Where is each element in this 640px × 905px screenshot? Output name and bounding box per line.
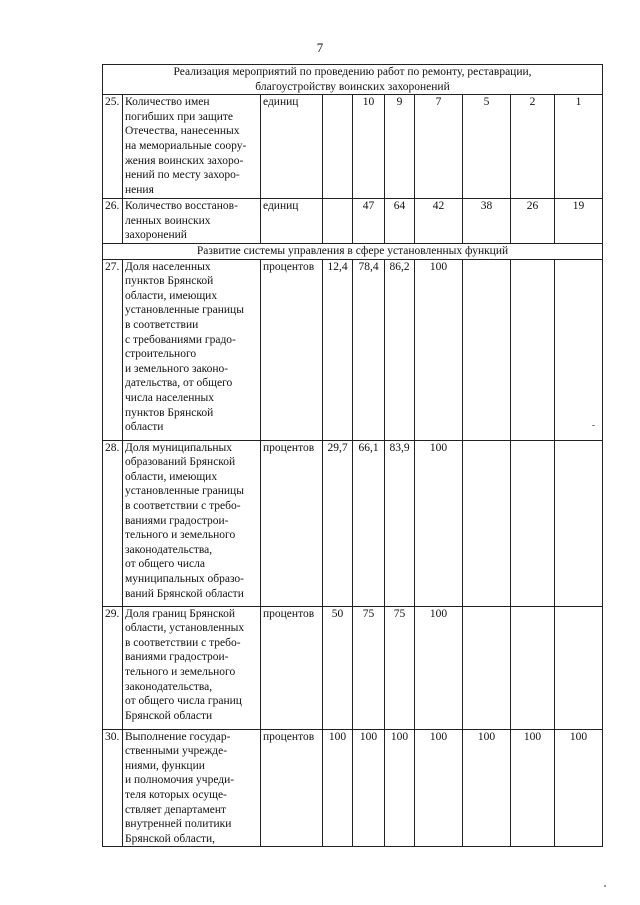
value-cell (555, 606, 603, 729)
section-header-management: Развитие системы управления в сфере установленных функций (103, 243, 603, 259)
value-cell: 5 (463, 95, 511, 199)
value-cell: 29,7 (323, 440, 353, 606)
value-cell (463, 440, 511, 606)
unit-cell: процентов (261, 729, 323, 847)
value-cell (463, 259, 511, 440)
table-row (103, 199, 603, 244)
value-cell (555, 440, 603, 606)
value-cell: 19 (555, 199, 603, 244)
unit-cell: процентов (261, 259, 323, 440)
value-cell: 1 (555, 95, 603, 199)
table-row (103, 606, 603, 729)
value-cell: 75 (385, 606, 415, 729)
table-row (103, 729, 603, 847)
scan-speck (604, 885, 606, 887)
value-cell: 83,9 (385, 440, 415, 606)
value-cell: 10 (353, 95, 385, 199)
value-cell (555, 259, 603, 440)
value-cell: 2 (511, 95, 555, 199)
scan-speck (592, 425, 595, 426)
value-cell: 100 (415, 259, 463, 440)
unit-cell: единиц (261, 95, 323, 199)
value-cell: 100 (415, 606, 463, 729)
value-cell (323, 199, 353, 244)
value-cell: 12,4 (323, 259, 353, 440)
value-cell: 42 (415, 199, 463, 244)
value-cell: 100 (555, 729, 603, 847)
row-number: 30. (103, 729, 123, 847)
indicator-name: Доля населенных пунктов Брянской области, имеющих установленные границы в соответствии с требованиями градо- строительного и земельного законо- дательства, от общего числа населенных пунктов Брянской области (123, 259, 261, 440)
value-cell: 100 (415, 440, 463, 606)
value-cell: 100 (463, 729, 511, 847)
value-cell: 100 (323, 729, 353, 847)
value-cell: 78,4 (353, 259, 385, 440)
indicator-name: Доля границ Брянской области, установленных в соответствии с требо- ваниями градострои- тельного и земельного законодательства, от общего числа границ Брянской области (123, 606, 261, 729)
unit-cell: процентов (261, 440, 323, 606)
indicator-name: Выполнение государ- ственными учрежде- ниями, функции и полномочия учреди- теля которых осуще- ствляет департамент внутренней политики Брянской области, (123, 729, 261, 847)
value-cell (511, 259, 555, 440)
unit-cell: процентов (261, 606, 323, 729)
value-cell (511, 606, 555, 729)
value-cell: 100 (353, 729, 385, 847)
value-cell: 75 (353, 606, 385, 729)
unit-cell: единиц (261, 199, 323, 244)
value-cell (511, 440, 555, 606)
page-number: 7 (316, 40, 324, 55)
row-number: 28. (103, 440, 123, 606)
value-cell: 100 (511, 729, 555, 847)
value-cell: 26 (511, 199, 555, 244)
value-cell: 50 (323, 606, 353, 729)
value-cell (323, 95, 353, 199)
row-number: 29. (103, 606, 123, 729)
table-row (103, 95, 603, 199)
indicator-name: Доля муниципальных образований Брянской области, имеющих установленные границы в соответствии с требо- ваниями градострои- тельного и земельного законодательства, от общего числа муниципальных образо- ваний Брянской области (123, 440, 261, 606)
table-row (103, 440, 603, 606)
value-cell: 9 (385, 95, 415, 199)
value-cell (463, 606, 511, 729)
value-cell: 7 (415, 95, 463, 199)
value-cell: 47 (353, 199, 385, 244)
value-cell: 38 (463, 199, 511, 244)
row-number: 25. (103, 95, 123, 199)
value-cell: 100 (385, 729, 415, 847)
section-header-memorials: Реализация мероприятий по проведению работ по ремонту, реставрации, благоустройству воинских захоронений (103, 65, 603, 95)
row-number: 27. (103, 259, 123, 440)
row-number: 26. (103, 199, 123, 244)
indicator-name: Количество восстанов- ленных воинских захоронений (123, 199, 261, 244)
indicator-table (102, 64, 603, 847)
indicator-name: Количество имен погибших при защите Отечества, нанесенных на мемориальные соору- жения воинских захоро- нений по месту захоро- нения (123, 95, 261, 199)
value-cell: 100 (415, 729, 463, 847)
value-cell: 66,1 (353, 440, 385, 606)
section-header-memorials-row (103, 65, 603, 95)
section-header-management-row (103, 243, 603, 259)
value-cell: 64 (385, 199, 415, 244)
value-cell: 86,2 (385, 259, 415, 440)
table-row (103, 259, 603, 440)
